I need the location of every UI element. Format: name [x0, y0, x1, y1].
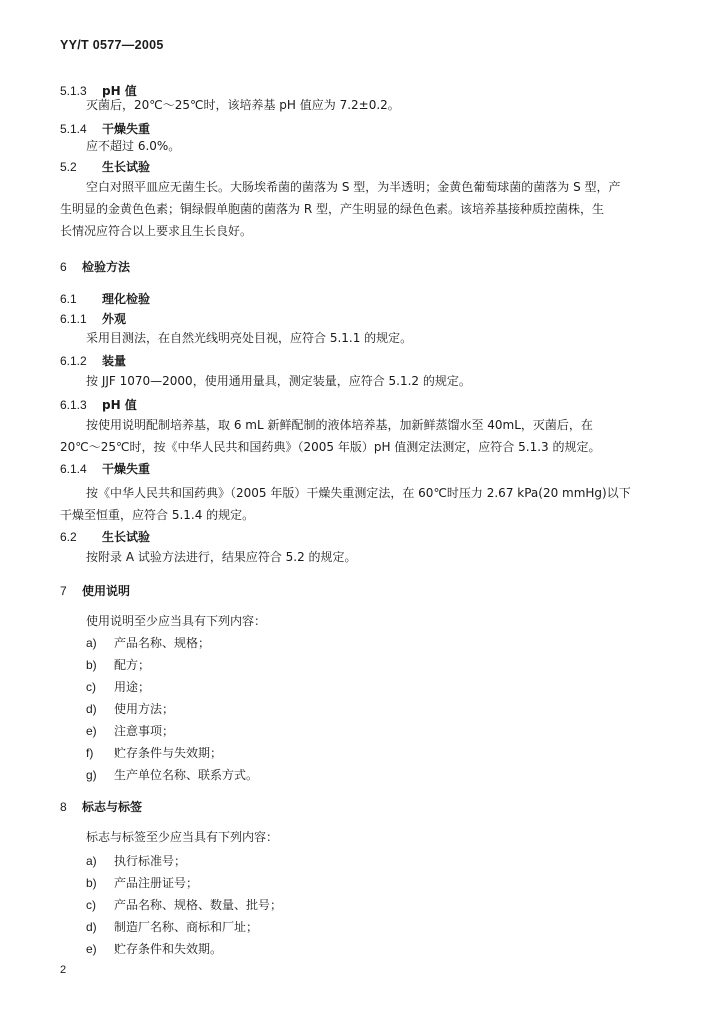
list-item-text: 产品名称、规格、数量、批号； [114, 898, 283, 912]
list-item-label: d) [86, 702, 97, 716]
heading-6-1-4 [60, 460, 150, 477]
list-item-text: 生产单位名称、联系方式。 [114, 768, 259, 782]
paragraph-7-intro: 使用说明至少应当具有下列内容： [86, 614, 267, 628]
heading-6 [60, 258, 130, 275]
list-item [86, 744, 222, 761]
heading-5-2 [60, 158, 150, 175]
heading-6-1 [60, 290, 150, 307]
paragraph-6-1-1: 采用目测法，在自然光线明亮处目视，应符合 5.1.1 的规定。 [86, 331, 413, 345]
list-item [86, 766, 258, 783]
list-item-label: g) [86, 768, 97, 782]
list-item-label: f) [86, 746, 94, 760]
list-item-text: 配方； [114, 658, 151, 672]
paragraph-8-intro: 标志与标签至少应当具有下列内容： [86, 830, 279, 844]
paragraph-6-1-4-line1: 按《中华人民共和国药典》（2005 年版）干燥失重测定法，在 60℃时压力 2.67 kPa(20 mmHg)以下 [86, 486, 631, 500]
list-item-label: d) [86, 920, 97, 934]
list-item-label: a) [86, 854, 97, 868]
list-item-text: 贮存条件和失效期。 [114, 942, 223, 956]
list-item [86, 656, 150, 673]
list-item [86, 700, 174, 717]
list-item [86, 874, 198, 891]
section-number: 6.1.2 [60, 354, 87, 368]
section-title: pH 值 [102, 398, 137, 412]
section-title: 使用说明 [82, 584, 131, 598]
section-title: 理化检验 [102, 292, 151, 306]
list-item [86, 918, 258, 935]
section-title: 生长试验 [102, 160, 151, 174]
section-number: 8 [60, 800, 67, 814]
section-number: 5.1.4 [60, 122, 87, 136]
section-number: 6.1.1 [60, 312, 87, 326]
paragraph-6-1-3-line1: 按使用说明配制培养基，取 6 mL 新鲜配制的液体培养基，加新鲜蒸馏水至 40mL，灭菌后，在 [86, 418, 593, 432]
section-number: 6 [60, 260, 67, 274]
list-item-text: 使用方法； [114, 702, 175, 716]
paragraph-5-2-line3: 长情况应符合以上要求且生长良好。 [60, 224, 253, 238]
paragraph-5-2-line1: 空白对照平皿应无菌生长。大肠埃希菌的菌落为 S 型，为半透明；金黄色葡萄球菌的菌落为 S 型，产 [86, 180, 621, 194]
paragraph-6-1-4-line2: 干燥至恒重，应符合 5.1.4 的规定。 [60, 508, 255, 522]
page-number: 2 [60, 964, 67, 976]
paragraph-5-1-3: 灭菌后，20℃～25℃时，该培养基 pH 值应为 7.2±0.2。 [86, 98, 400, 112]
list-item-label: e) [86, 942, 97, 956]
heading-8 [60, 798, 142, 815]
list-item-label: b) [86, 876, 97, 890]
section-title: 装量 [102, 354, 127, 368]
section-title: pH 值 [102, 84, 137, 98]
heading-7 [60, 582, 130, 599]
section-number: 6.1.4 [60, 462, 87, 476]
section-number: 6.2 [60, 530, 77, 544]
paragraph-6-2: 按附录 A 试验方法进行，结果应符合 5.2 的规定。 [86, 550, 357, 564]
section-title: 干燥失重 [102, 122, 151, 136]
paragraph-5-2-line2: 生明显的金黄色色素；铜绿假单胞菌的菌落为 R 型，产生明显的绿色色素。该培养基接种质控菌株，生 [60, 202, 604, 216]
heading-6-1-1 [60, 310, 126, 327]
section-number: 5.1.3 [60, 84, 87, 98]
list-item-text: 执行标准号； [114, 854, 187, 868]
section-number: 7 [60, 584, 67, 598]
list-item-label: c) [86, 898, 96, 912]
list-item [86, 852, 186, 869]
section-number: 6.1.3 [60, 398, 87, 412]
list-item-text: 用途； [114, 680, 151, 694]
list-item-label: e) [86, 724, 97, 738]
heading-6-1-3 [60, 396, 137, 413]
heading-5-1-4 [60, 120, 150, 137]
section-number: 5.2 [60, 160, 77, 174]
list-item-text: 贮存条件与失效期； [114, 746, 223, 760]
paragraph-6-1-3-line2: 20℃～25℃时，按《中华人民共和国药典》（2005 年版）pH 值测定法测定，应符合 5.1.3 的规定。 [60, 440, 601, 454]
list-item [86, 634, 210, 651]
heading-6-1-2 [60, 352, 126, 369]
list-item-label: b) [86, 658, 97, 672]
standard-number: YY/T 0577—2005 [60, 38, 164, 52]
list-item-text: 注意事项； [114, 724, 175, 738]
section-title: 标志与标签 [82, 800, 143, 814]
paragraph-6-1-2: 按 JJF 1070—2000，使用通用量具，测定装量，应符合 5.1.2 的规定。 [86, 374, 471, 388]
heading-5-1-3 [60, 82, 137, 99]
list-item-text: 制造厂名称、商标和厂址； [114, 920, 259, 934]
heading-6-2 [60, 528, 150, 545]
list-item [86, 896, 282, 913]
list-item [86, 678, 150, 695]
list-item-text: 产品注册证号； [114, 876, 199, 890]
list-item [86, 940, 222, 957]
list-item-label: a) [86, 636, 97, 650]
section-title: 检验方法 [82, 260, 131, 274]
paragraph-5-1-4: 应不超过 6.0%。 [86, 139, 181, 153]
section-title: 生长试验 [102, 530, 151, 544]
section-title: 外观 [102, 312, 127, 326]
section-number: 6.1 [60, 292, 77, 306]
section-title: 干燥失重 [102, 462, 151, 476]
list-item-label: c) [86, 680, 96, 694]
list-item [86, 722, 174, 739]
list-item-text: 产品名称、规格； [114, 636, 211, 650]
